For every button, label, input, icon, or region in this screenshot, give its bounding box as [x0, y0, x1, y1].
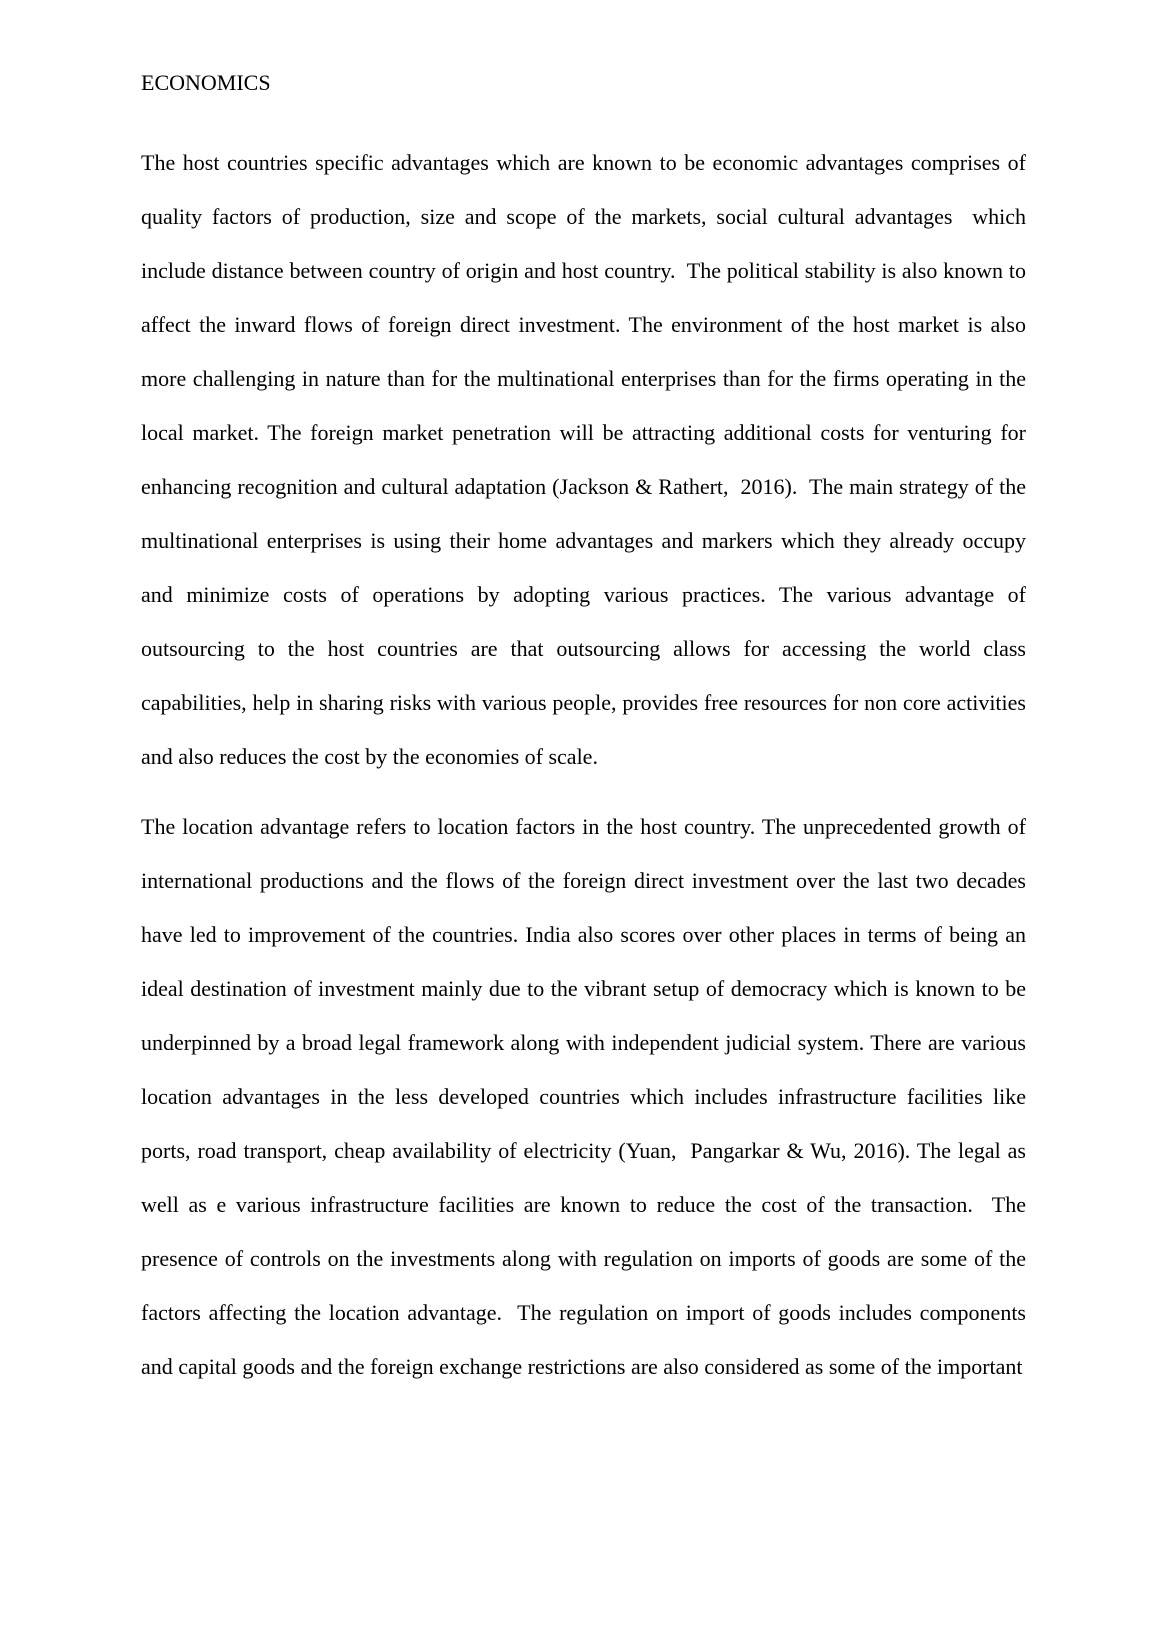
paragraph-host-country-advantages: The host countries specific advantages which are known to be economic advantages comprises of quality factors of production, size and scope of the markets, social cultural advantages which include distance between country of origin and host country. The political stability is also known to affect the inward flows of foreign direct investment. The environment of the host market is also more challenging in nature than for the multinational enterprises than for the firms operating in the local market. The foreign market penetration will be attracting additional costs for venturing for enhancing recognition and cultural adaptation (Jackson & Rathert, 2016). The main strategy of the multinational enterprises is using their home advantages and markers which they already occupy and minimize costs of operations by adopting various practices. The various advantage of outsourcing to the host countries are that outsourcing allows for accessing the world class capabilities, help in sharing risks with various people, provides free resources for non core activities and also reduces the cost by the economies of scale. [141, 150, 1032, 769]
paragraph-location-advantage: The location advantage refers to location factors in the host country. The unprecedented growth of international productions and the flows of the foreign direct investment over the last two decades have led to improvement of the countries. India also scores over other places in terms of being an ideal destination of investment mainly due to the vibrant setup of democracy which is known to be underpinned by a broad legal framework along with independent judicial system. There are various location advantages in the less developed countries which includes infrastructure facilities like ports, road transport, cheap availability of electricity (Yuan, Pangarkar & Wu, 2016). The legal as well as e various infrastructure facilities are known to reduce the cost of the transaction. The presence of controls on the investments along with regulation on imports of goods are some of the factors affecting the location advantage. The regulation on import of goods includes components and capital goods and the foreign exchange restrictions are also considered as some of the important [141, 814, 1032, 1379]
running-header: ECONOMICS [141, 70, 271, 95]
document-body [141, 136, 1032, 1394]
